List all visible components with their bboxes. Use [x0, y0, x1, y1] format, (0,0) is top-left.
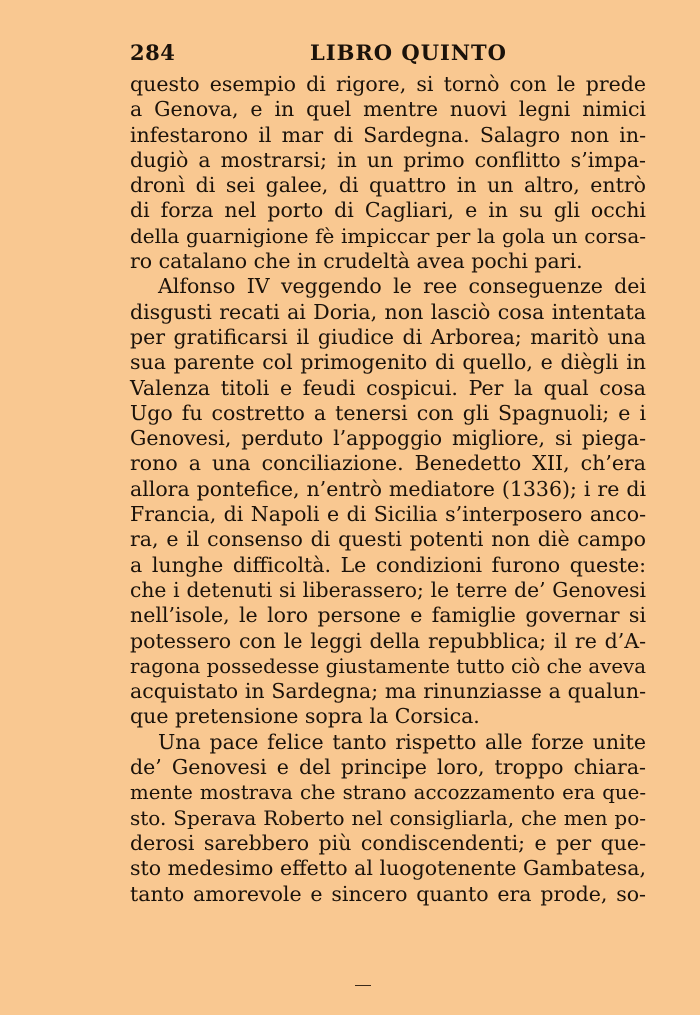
text-line: Una pace felice tanto rispetto alle forze unite — [158, 729, 646, 754]
text-line: acquistato in Sardegna; ma rinunziasse a qualun- — [130, 679, 646, 704]
text-line: Valenza titoli e feudi cospicui. Per la qual cosa — [130, 375, 646, 400]
text-line: que pretensione sopra la Corsica. — [130, 704, 480, 729]
text-line: questo esempio di rigore, si tornò con le prede — [130, 72, 646, 96]
text-line: allora pontefice, n’entrò mediatore (1336); i re di — [130, 476, 646, 501]
text-line: per gratificarsi il giudice di Arborea; maritò una — [130, 324, 646, 349]
text-line: dronì di sei galee, di quattro in un altro, entrò — [130, 173, 646, 198]
paragraph — [130, 72, 646, 274]
text-line: Ugo fu costretto a tenersi con gli Spagnuoli; e i — [130, 400, 646, 425]
text-line: sto. Sperava Roberto nel consigliarla, che men po- — [130, 805, 646, 830]
text-line: tanto amorevole e sincero quanto era prode, so- — [130, 881, 646, 906]
text-line: sto medesimo effetto al luogotenente Gambatesa, — [130, 856, 646, 881]
text-line: rono a una conciliazione. Benedetto XII, ch’era — [130, 451, 646, 476]
paragraph — [130, 730, 646, 907]
text-line: Genovesi, perduto l’appoggio migliore, si piega- — [130, 426, 646, 451]
text-line: ra, e il consenso di questi potenti non diè campo — [130, 527, 646, 552]
text-line: a Genova, e in quel mentre nuovi legni nimici — [130, 97, 646, 122]
text-line: della guarnigione fè impiccar per la gola un corsa- — [130, 223, 646, 248]
running-title: LIBRO QUINTO — [310, 40, 507, 65]
text-line: derosi sarebbero più condiscendenti; e per que- — [130, 830, 646, 855]
text-line: che i detenuti si liberassero; le terre de’ Genovesi — [130, 577, 646, 602]
text-line: nell’isole, le loro persone e famiglie governar si — [130, 603, 646, 628]
text-line: dugiò a mostrarsi; in un primo conflitto s’impa- — [130, 147, 646, 172]
text-line: ragona possedesse giustamente tutto ciò che aveva — [130, 654, 646, 678]
text-line: disgusti recati ai Doria, non lasciò cosa intentata — [130, 299, 646, 324]
page-header — [130, 40, 645, 70]
text-line: a lunghe difficoltà. Le condizioni furono queste: — [130, 552, 646, 577]
footer-rule — [355, 985, 371, 986]
text-line: Alfonso IV veggendo le ree conseguenze dei — [158, 274, 646, 299]
text-line: potessero con le leggi della repubblica; il re d’A- — [130, 628, 646, 653]
text-line: mente mostrava che strano accozzamento era que- — [130, 781, 646, 805]
text-line: infestarono il mar di Sardegna. Salagro non in- — [130, 122, 646, 147]
text-line: de’ Genovesi e del principe loro, troppo chiara- — [130, 755, 646, 780]
text-line: di forza nel porto di Cagliari, e in su gli occhi — [130, 198, 646, 223]
text-line: Francia, di Napoli e di Sicilia s’interposero anco- — [130, 502, 646, 527]
text-line: ro catalano che in crudeltà avea pochi pari. — [130, 249, 583, 274]
text-line: sua parente col primogenito di quello, e diègli in — [130, 350, 646, 375]
page-number: 284 — [130, 40, 176, 65]
paragraph — [130, 274, 646, 729]
body-text — [130, 72, 646, 907]
